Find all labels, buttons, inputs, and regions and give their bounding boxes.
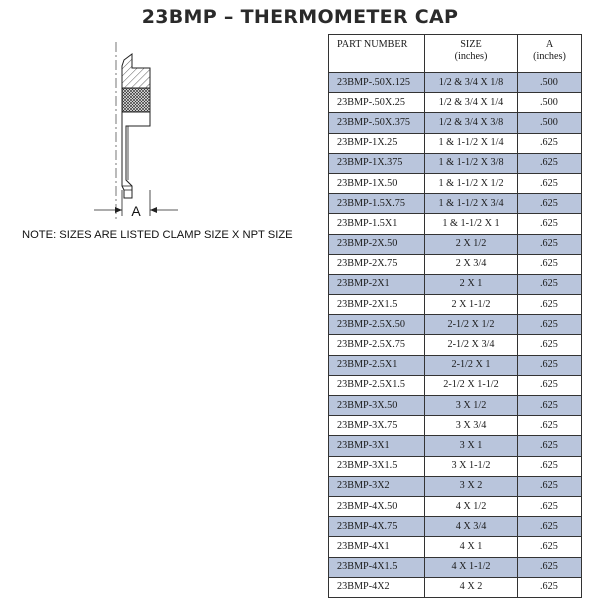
table-row (329, 335, 582, 355)
size-cell: 2-1/2 X 1-1/2 (425, 375, 518, 395)
dimension-label-a: A (131, 203, 141, 219)
table-row (329, 496, 582, 516)
dimension-arrow-right (150, 207, 157, 213)
a-dimension-cell: .500 (518, 113, 582, 133)
table-row (329, 254, 582, 274)
table-row (329, 396, 582, 416)
part-number-cell: 23BMP-2X.50 (329, 234, 425, 254)
part-number-cell: 23BMP-3X1.5 (329, 456, 425, 476)
size-cell: 1/2 & 3/4 X 1/4 (425, 93, 518, 113)
size-cell: 1 & 1-1/2 X 1/2 (425, 173, 518, 193)
table-row (329, 274, 582, 294)
size-cell: 4 X 1 (425, 537, 518, 557)
size-cell: 3 X 3/4 (425, 416, 518, 436)
part-number-cell: 23BMP-1X.25 (329, 133, 425, 153)
a-dimension-cell: .625 (518, 355, 582, 375)
size-cell: 1/2 & 3/4 X 3/8 (425, 113, 518, 133)
cap-lower-body (122, 112, 150, 198)
size-cell: 2-1/2 X 1 (425, 355, 518, 375)
table-row (329, 194, 582, 214)
table-row (329, 456, 582, 476)
table-row (329, 416, 582, 436)
size-cell: 4 X 1/2 (425, 496, 518, 516)
a-dimension-cell: .625 (518, 254, 582, 274)
a-dimension-cell: .625 (518, 436, 582, 456)
part-number-cell: 23BMP-3X2 (329, 476, 425, 496)
part-number-cell: 23BMP-4X2 (329, 577, 425, 597)
size-cell: 2 X 1 (425, 274, 518, 294)
table-row (329, 537, 582, 557)
size-cell: 1/2 & 3/4 X 1/8 (425, 73, 518, 93)
table-row (329, 295, 582, 315)
a-dimension-cell: .625 (518, 153, 582, 173)
part-number-table-wrap (328, 34, 581, 598)
a-dimension-cell: .625 (518, 537, 582, 557)
a-dimension-cell: .625 (518, 456, 582, 476)
part-number-cell: 23BMP-1.5X.75 (329, 194, 425, 214)
page-title: 23BMP – THERMOMETER CAP (141, 6, 459, 28)
table-row (329, 375, 582, 395)
table-body (329, 73, 582, 598)
part-number-cell: 23BMP-1.5X1 (329, 214, 425, 234)
a-dimension-cell: .625 (518, 557, 582, 577)
cap-body-section (122, 54, 150, 88)
table-row (329, 73, 582, 93)
table-row (329, 355, 582, 375)
a-dimension-cell: .625 (518, 517, 582, 537)
a-dimension-cell: .625 (518, 496, 582, 516)
part-number-cell: 23BMP-2X.75 (329, 254, 425, 274)
size-cell: 2 X 1-1/2 (425, 295, 518, 315)
table-row (329, 517, 582, 537)
header-part-number-label: PART NUMBER (337, 39, 408, 50)
npt-thread-section (122, 88, 150, 112)
table-row (329, 214, 582, 234)
header-a-unit: (inches) (533, 51, 566, 62)
size-cell: 1 & 1-1/2 X 3/4 (425, 194, 518, 214)
cross-section-drawing (80, 40, 200, 225)
table-row (329, 476, 582, 496)
part-number-cell: 23BMP-4X.50 (329, 496, 425, 516)
a-dimension-cell: .625 (518, 295, 582, 315)
size-cell: 1 & 1-1/2 X 1 (425, 214, 518, 234)
part-number-cell: 23BMP-3X.75 (329, 416, 425, 436)
part-number-cell: 23BMP-2.5X1.5 (329, 375, 425, 395)
part-number-cell: 23BMP-2.5X1 (329, 355, 425, 375)
header-a-label: A (545, 39, 554, 50)
a-dimension-cell: .625 (518, 214, 582, 234)
part-number-cell: 23BMP-2.5X.50 (329, 315, 425, 335)
part-number-cell: 23BMP-3X1 (329, 436, 425, 456)
part-number-table (328, 34, 582, 598)
header-a (518, 35, 582, 73)
size-cell: 3 X 1 (425, 436, 518, 456)
a-dimension-cell: .625 (518, 173, 582, 193)
table-row (329, 113, 582, 133)
part-number-cell: 23BMP-.50X.375 (329, 113, 425, 133)
part-number-cell: 23BMP-4X.75 (329, 517, 425, 537)
a-dimension-cell: .625 (518, 335, 582, 355)
size-cell: 4 X 2 (425, 577, 518, 597)
table-row (329, 133, 582, 153)
a-dimension-cell: .625 (518, 577, 582, 597)
a-dimension-cell: .625 (518, 375, 582, 395)
size-cell: 3 X 1/2 (425, 396, 518, 416)
part-number-cell: 23BMP-.50X.125 (329, 73, 425, 93)
size-cell: 2 X 3/4 (425, 254, 518, 274)
a-dimension-cell: .500 (518, 93, 582, 113)
header-size (425, 35, 518, 73)
part-number-cell: 23BMP-4X1.5 (329, 557, 425, 577)
size-cell: 3 X 1-1/2 (425, 456, 518, 476)
header-size-label: SIZE (460, 39, 482, 50)
part-number-cell: 23BMP-4X1 (329, 537, 425, 557)
size-cell: 3 X 2 (425, 476, 518, 496)
table-row (329, 234, 582, 254)
size-cell: 4 X 1-1/2 (425, 557, 518, 577)
size-cell: 2-1/2 X 1/2 (425, 315, 518, 335)
part-number-cell: 23BMP-2X1 (329, 274, 425, 294)
size-cell: 2 X 1/2 (425, 234, 518, 254)
table-row (329, 315, 582, 335)
a-dimension-cell: .625 (518, 274, 582, 294)
a-dimension-cell: .625 (518, 396, 582, 416)
dimension-arrow-left (115, 207, 122, 213)
a-dimension-cell: .625 (518, 133, 582, 153)
size-cell: 2-1/2 X 3/4 (425, 335, 518, 355)
a-dimension-cell: .500 (518, 73, 582, 93)
table-row (329, 557, 582, 577)
part-number-cell: 23BMP-2X1.5 (329, 295, 425, 315)
table-row (329, 153, 582, 173)
a-dimension-cell: .625 (518, 194, 582, 214)
size-note: NOTE: SIZES ARE LISTED CLAMP SIZE X NPT SIZE (22, 229, 293, 241)
table-row (329, 577, 582, 597)
part-number-cell: 23BMP-1X.50 (329, 173, 425, 193)
size-cell: 1 & 1-1/2 X 3/8 (425, 153, 518, 173)
thermometer-cap-drawing (80, 40, 200, 225)
header-part-number (329, 35, 425, 73)
table-header-row (329, 35, 582, 73)
part-number-cell: 23BMP-2.5X.75 (329, 335, 425, 355)
a-dimension-cell: .625 (518, 476, 582, 496)
table-row (329, 173, 582, 193)
a-dimension-cell: .625 (518, 234, 582, 254)
table-row (329, 93, 582, 113)
part-number-cell: 23BMP-3X.50 (329, 396, 425, 416)
a-dimension-cell: .625 (518, 315, 582, 335)
a-dimension-cell: .625 (518, 416, 582, 436)
size-cell: 4 X 3/4 (425, 517, 518, 537)
header-size-unit: (inches) (454, 51, 488, 62)
part-number-cell: 23BMP-.50X.25 (329, 93, 425, 113)
part-number-cell: 23BMP-1X.375 (329, 153, 425, 173)
size-cell: 1 & 1-1/2 X 1/4 (425, 133, 518, 153)
table-row (329, 436, 582, 456)
